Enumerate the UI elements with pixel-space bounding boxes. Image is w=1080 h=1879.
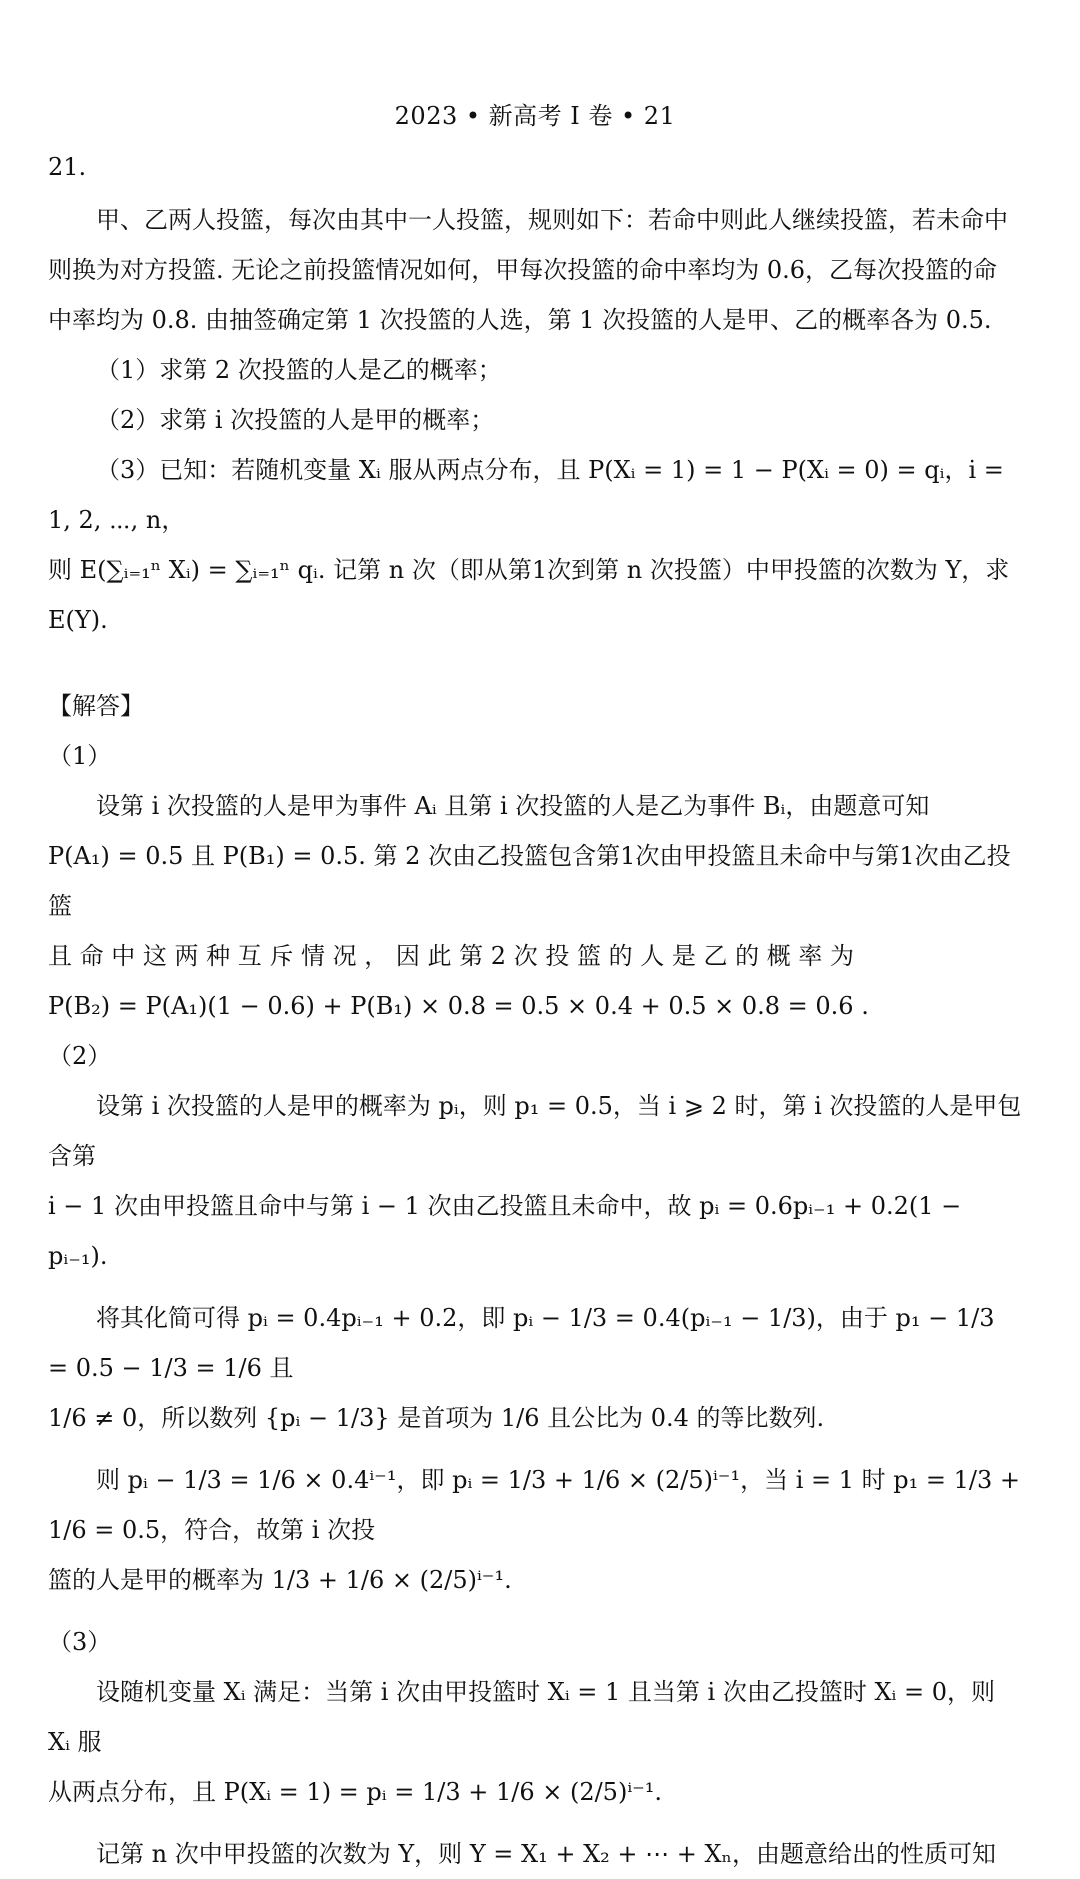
question-intro-line: 则换为对方投篮. 无论之前投篮情况如何，甲每次投篮的命中率均为 0.6，乙每次投篮的命: [48, 256, 998, 284]
part-2-line: 1/6 ≠ 0，所以数列 {pᵢ − 1/3} 是首项为 1/6 且公比为 0.4 的等比数列.: [48, 1404, 825, 1432]
part-3-label: （3）: [48, 1628, 112, 1656]
question-item-3: （3）已知：若随机变量 Xᵢ 服从两点分布，且 P(Xᵢ = 1) = 1 − P(Xᵢ = 0) = qᵢ，i = 1, 2, ⋯, n，: [48, 456, 1004, 534]
solution-section: [48, 681, 1022, 1879]
question-body: [48, 195, 1022, 645]
question-item-2: （2）求第 i 次投篮的人是甲的概率；: [96, 406, 495, 434]
question-item-3-continuation: 则 E(∑ᵢ₌₁ⁿ Xᵢ) = ∑ᵢ₌₁ⁿ qᵢ. 记第 n 次（即从第1次到第 n 次投篮）中甲投篮的次数为 Y，求 E(Y).: [48, 556, 1010, 634]
part-2-line: 篮的人是甲的概率为 1/3 + 1/6 × (2/5)ⁱ⁻¹.: [48, 1566, 512, 1594]
part-2-line: i − 1 次由甲投篮且命中与第 i − 1 次由乙投篮且未命中，故 pᵢ = 0.6pᵢ₋₁ + 0.2(1 − pᵢ₋₁).: [48, 1192, 962, 1270]
question-item-1: （1）求第 2 次投篮的人是乙的概率；: [96, 356, 502, 384]
question-number: 21.: [48, 153, 87, 181]
section-spacer: [48, 645, 1022, 681]
part-2-line: 设第 i 次投篮的人是甲的概率为 pᵢ，则 p₁ = 0.5，当 i ⩾ 2 时，第 i 次投篮的人是甲包含第: [48, 1092, 1022, 1170]
part-3-line: 记第 n 次中甲投篮的次数为 Y，则 Y = X₁ + X₂ + ⋯ + Xₙ，由题意给出的性质可知: [96, 1840, 997, 1868]
part-3-line: 从两点分布，且 P(Xᵢ = 1) = pᵢ = 1/3 + 1/6 × (2/5)ⁱ⁻¹.: [48, 1778, 663, 1806]
solution-label: 【解答】: [48, 692, 144, 720]
part-1-line: 设第 i 次投篮的人是甲为事件 Aᵢ 且第 i 次投篮的人是乙为事件 Bᵢ，由题意可知: [96, 792, 930, 820]
question-intro-line: 中率均为 0.8. 由抽签确定第 1 次投篮的人选，第 1 次投篮的人是甲、乙的概率各为 0.5.: [48, 306, 992, 334]
part-2-line: 则 pᵢ − 1/3 = 1/6 × 0.4ⁱ⁻¹，即 pᵢ = 1/3 + 1/6 × (2/5)ⁱ⁻¹，当 i = 1 时 p₁ = 1/3 + 1/6 = 0.5，符合，故第 i 次投: [48, 1466, 1021, 1544]
part-1-label: （1）: [48, 742, 112, 770]
part-2-line: 将其化简可得 pᵢ = 0.4pᵢ₋₁ + 0.2，即 pᵢ − 1/3 = 0.4(pᵢ₋₁ − 1/3)，由于 p₁ − 1/3 = 0.5 − 1/3 = 1/6 且: [48, 1304, 995, 1382]
page-title: 2023 • 新高考 I 卷 • 21: [394, 102, 676, 130]
part-2-label: （2）: [48, 1042, 112, 1070]
part-1-line: P(A₁) = 0.5 且 P(B₁) = 0.5. 第 2 次由乙投篮包含第1次由甲投篮且未命中与第1次由乙投篮: [48, 842, 1011, 920]
part-1-line: 且 命 中 这 两 种 互 斥 情 况 ， 因 此 第 2 次 投 篮 的 人 是 乙 的 概 率 为: [48, 942, 854, 970]
question-intro-line: 甲、乙两人投篮，每次由其中一人投篮，规则如下：若命中则此人继续投篮，若未命中: [96, 206, 1008, 234]
part-3-line: 设随机变量 Xᵢ 满足：当第 i 次由甲投篮时 Xᵢ = 1 且当第 i 次由乙投篮时 Xᵢ = 0，则 Xᵢ 服: [48, 1678, 996, 1756]
part-1-line: P(B₂) = P(A₁)(1 − 0.6) + P(B₁) × 0.8 = 0.5 × 0.4 + 0.5 × 0.8 = 0.6 .: [48, 992, 869, 1020]
